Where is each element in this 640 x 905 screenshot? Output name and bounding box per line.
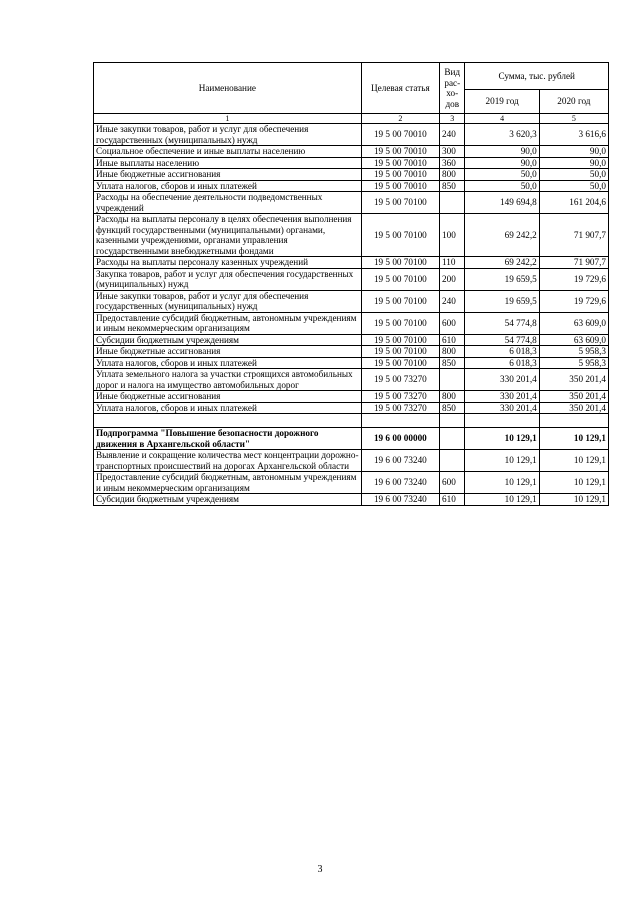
row-target-code: 19 5 00 73270 xyxy=(361,391,439,403)
row-target-code xyxy=(361,414,439,428)
row-target-code: 19 5 00 70010 xyxy=(361,146,439,158)
row-name: Подпрограмма "Повышение безопасности дорожного движения в Архангельской области" xyxy=(94,428,362,450)
row-value-2019: 69 242,2 xyxy=(465,214,539,257)
header-sum: Сумма, тыс. рублей xyxy=(465,63,609,90)
row-target-code: 19 5 00 73270 xyxy=(361,369,439,391)
row-value-2020: 71 907,7 xyxy=(539,214,608,257)
row-value-2019: 90,0 xyxy=(465,146,539,158)
row-expense-kind: 100 xyxy=(440,214,465,257)
row-value-2020: 50,0 xyxy=(539,169,608,181)
row-value-2020 xyxy=(539,414,608,428)
table-row xyxy=(94,369,609,391)
row-target-code: 19 5 00 70100 xyxy=(361,257,439,269)
row-name: Предоставление субсидий бюджетным, автономным учреждениям и иным некоммерческим организациям xyxy=(94,312,362,334)
row-value-2020: 50,0 xyxy=(539,180,608,192)
row-expense-kind: 800 xyxy=(440,391,465,403)
table-row xyxy=(94,169,609,181)
row-expense-kind xyxy=(440,428,465,450)
row-value-2020: 19 729,6 xyxy=(539,268,608,290)
row-value-2019: 90,0 xyxy=(465,157,539,169)
row-value-2020: 19 729,6 xyxy=(539,290,608,312)
page-number: 3 xyxy=(317,864,323,875)
table-row xyxy=(94,428,609,450)
row-value-2019: 149 694,8 xyxy=(465,192,539,214)
row-target-code: 19 5 00 73270 xyxy=(361,402,439,414)
row-value-2020: 10 129,1 xyxy=(539,450,608,472)
row-value-2019: 6 018,3 xyxy=(465,357,539,369)
row-expense-kind: 600 xyxy=(440,472,465,494)
row-name: Иные бюджетные ассигнования xyxy=(94,169,362,181)
table-row xyxy=(94,472,609,494)
row-target-code: 19 5 00 70010 xyxy=(361,180,439,192)
row-expense-kind: 300 xyxy=(440,146,465,158)
row-name: Закупка товаров, работ и услуг для обеспечения государственных (муниципальных) нужд xyxy=(94,268,362,290)
table-row xyxy=(94,157,609,169)
table-row xyxy=(94,346,609,358)
table-row xyxy=(94,290,609,312)
row-value-2020: 71 907,7 xyxy=(539,257,608,269)
row-target-code: 19 5 00 70100 xyxy=(361,192,439,214)
row-target-code: 19 6 00 73240 xyxy=(361,472,439,494)
header-name: Наименование xyxy=(94,63,362,114)
row-expense-kind: 240 xyxy=(440,290,465,312)
row-name: Социальное обеспечение и иные выплаты населению xyxy=(94,146,362,158)
row-target-code: 19 5 00 70100 xyxy=(361,357,439,369)
table-row xyxy=(94,214,609,257)
row-value-2019: 10 129,1 xyxy=(465,494,539,506)
row-name: Расходы на выплаты персоналу казенных учреждений xyxy=(94,257,362,269)
row-name: Субсидии бюджетным учреждениям xyxy=(94,334,362,346)
row-name: Расходы на выплаты персоналу в целях обеспечения выполнения функций государственными (муниципальными) органами, казенными учреждениями, органами управления государственными внебюджетными фондами xyxy=(94,214,362,257)
row-value-2020: 350 201,4 xyxy=(539,369,608,391)
row-name: Предоставление субсидий бюджетным, автономным учреждениям и иным некоммерческим организациям xyxy=(94,472,362,494)
column-number-cell: 3 xyxy=(440,114,465,124)
row-value-2020: 90,0 xyxy=(539,157,608,169)
row-name: Расходы на обеспечение деятельности подведомственных учреждений xyxy=(94,192,362,214)
row-target-code: 19 6 00 00000 xyxy=(361,428,439,450)
row-target-code: 19 5 00 70010 xyxy=(361,169,439,181)
header-code: Целевая статья xyxy=(361,63,439,114)
column-number-row xyxy=(94,114,609,124)
row-target-code: 19 5 00 70100 xyxy=(361,214,439,257)
row-target-code: 19 5 00 70100 xyxy=(361,268,439,290)
table-row xyxy=(94,268,609,290)
table-row xyxy=(94,180,609,192)
row-value-2020: 63 609,0 xyxy=(539,312,608,334)
row-value-2019: 69 242,2 xyxy=(465,257,539,269)
table-row xyxy=(94,192,609,214)
row-expense-kind: 610 xyxy=(440,494,465,506)
row-value-2020: 5 958,3 xyxy=(539,346,608,358)
row-name: Иные закупки товаров, работ и услуг для обеспечения государственных (муниципальных) нужд xyxy=(94,290,362,312)
header-2020: 2020 год xyxy=(539,90,608,114)
column-number-cell: 1 xyxy=(94,114,362,124)
row-expense-kind xyxy=(440,192,465,214)
row-target-code: 19 6 00 73240 xyxy=(361,494,439,506)
row-expense-kind: 200 xyxy=(440,268,465,290)
row-expense-kind: 600 xyxy=(440,312,465,334)
row-expense-kind: 850 xyxy=(440,357,465,369)
row-value-2019: 50,0 xyxy=(465,169,539,181)
row-name: Выявление и сокращение количества мест концентрации дорожно-транспортных происшествий на дорогах Архангельской области xyxy=(94,450,362,472)
table-row xyxy=(94,414,609,428)
row-expense-kind: 610 xyxy=(440,334,465,346)
row-value-2020: 10 129,1 xyxy=(539,494,608,506)
table-row xyxy=(94,450,609,472)
row-name: Субсидии бюджетным учреждениям xyxy=(94,494,362,506)
row-value-2020: 90,0 xyxy=(539,146,608,158)
row-name: Иные закупки товаров, работ и услуг для обеспечения государственных (муниципальных) нужд xyxy=(94,124,362,146)
table-row xyxy=(94,146,609,158)
row-value-2019: 19 659,5 xyxy=(465,290,539,312)
row-value-2019: 330 201,4 xyxy=(465,402,539,414)
row-name: Уплата земельного налога за участки строящихся автомобильных дорог и налога на имущество автомобильных дорог xyxy=(94,369,362,391)
row-target-code: 19 5 00 70100 xyxy=(361,290,439,312)
row-value-2019: 6 018,3 xyxy=(465,346,539,358)
row-value-2019: 54 774,8 xyxy=(465,334,539,346)
row-name: Уплата налогов, сборов и иных платежей xyxy=(94,180,362,192)
row-expense-kind xyxy=(440,450,465,472)
row-value-2019: 330 201,4 xyxy=(465,369,539,391)
row-value-2019: 19 659,5 xyxy=(465,268,539,290)
row-target-code: 19 5 00 70010 xyxy=(361,157,439,169)
header-2019: 2019 год xyxy=(465,90,539,114)
row-value-2019: 10 129,1 xyxy=(465,472,539,494)
row-target-code: 19 5 00 70100 xyxy=(361,346,439,358)
row-value-2019: 50,0 xyxy=(465,180,539,192)
row-value-2019: 3 620,3 xyxy=(465,124,539,146)
row-name: Уплата налогов, сборов и иных платежей xyxy=(94,357,362,369)
row-expense-kind: 800 xyxy=(440,346,465,358)
table-row xyxy=(94,124,609,146)
table-row xyxy=(94,391,609,403)
column-number-cell: 4 xyxy=(465,114,539,124)
row-value-2020: 10 129,1 xyxy=(539,428,608,450)
table-row xyxy=(94,402,609,414)
row-value-2019: 330 201,4 xyxy=(465,391,539,403)
row-name xyxy=(94,414,362,428)
row-expense-kind: 850 xyxy=(440,402,465,414)
row-value-2020: 63 609,0 xyxy=(539,334,608,346)
row-expense-kind: 360 xyxy=(440,157,465,169)
row-name: Иные бюджетные ассигнования xyxy=(94,346,362,358)
row-target-code: 19 6 00 73240 xyxy=(361,450,439,472)
table-row xyxy=(94,334,609,346)
row-target-code: 19 5 00 70100 xyxy=(361,312,439,334)
row-name: Иные выплаты населению xyxy=(94,157,362,169)
row-value-2020: 350 201,4 xyxy=(539,391,608,403)
row-value-2020: 350 201,4 xyxy=(539,402,608,414)
column-number-cell: 5 xyxy=(539,114,608,124)
row-expense-kind: 800 xyxy=(440,169,465,181)
row-name: Уплата налогов, сборов и иных платежей xyxy=(94,402,362,414)
row-target-code: 19 5 00 70100 xyxy=(361,334,439,346)
row-value-2019: 54 774,8 xyxy=(465,312,539,334)
row-target-code: 19 5 00 70010 xyxy=(361,124,439,146)
row-value-2020: 10 129,1 xyxy=(539,472,608,494)
row-value-2019: 10 129,1 xyxy=(465,450,539,472)
row-expense-kind xyxy=(440,369,465,391)
table-row xyxy=(94,357,609,369)
table-row xyxy=(94,312,609,334)
budget-table xyxy=(93,62,609,506)
table-body xyxy=(94,124,609,506)
row-expense-kind: 110 xyxy=(440,257,465,269)
row-value-2020: 3 616,6 xyxy=(539,124,608,146)
row-value-2020: 5 958,3 xyxy=(539,357,608,369)
row-expense-kind: 240 xyxy=(440,124,465,146)
row-value-2020: 161 204,6 xyxy=(539,192,608,214)
table-row xyxy=(94,257,609,269)
table-header xyxy=(94,63,609,124)
row-name: Иные бюджетные ассигнования xyxy=(94,391,362,403)
table-row xyxy=(94,494,609,506)
row-expense-kind xyxy=(440,414,465,428)
row-value-2019: 10 129,1 xyxy=(465,428,539,450)
column-number-cell: 2 xyxy=(361,114,439,124)
header-kind: Вид рас-хо-дов xyxy=(440,63,465,114)
row-value-2019 xyxy=(465,414,539,428)
row-expense-kind: 850 xyxy=(440,180,465,192)
